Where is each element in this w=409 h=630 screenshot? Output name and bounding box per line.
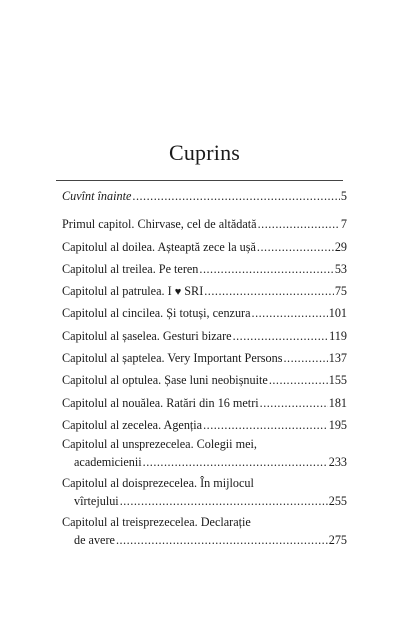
- toc-entry-title: Capitolul al nouălea. Ratări din 16 metri: [62, 395, 259, 410]
- toc-entry-page: 29: [334, 239, 347, 254]
- toc-entry: [62, 347, 347, 369]
- toc-entry-multiline: [62, 514, 347, 550]
- toc-entry-page: 181: [328, 395, 347, 410]
- toc-entry-page: 155: [328, 373, 347, 388]
- dot-leader: [260, 392, 328, 414]
- dot-leader: [143, 453, 328, 472]
- toc-entry-intro: [62, 185, 347, 207]
- toc-entry: [62, 414, 347, 436]
- toc-entry-page: 101: [328, 306, 347, 321]
- toc-entry: [62, 280, 347, 302]
- toc-entry-continuation: [62, 492, 347, 511]
- toc-entry-title: Capitolul al doisprezecelea. În mijlocul: [62, 476, 254, 491]
- toc-entry-title-continued: academicienii: [74, 455, 142, 470]
- toc-entry-title: Capitolul al treisprezecelea. Declarație: [62, 515, 251, 530]
- toc-entry-page: 233: [328, 455, 347, 470]
- toc-entry-page: 195: [328, 417, 347, 432]
- toc-title: Cuprins: [168, 140, 241, 165]
- toc-entry-title: Capitolul al șaselea. Gesturi bizare: [62, 328, 232, 343]
- toc-entry-page: 7: [340, 217, 347, 232]
- toc-entry-title: Primul capitol. Chirvase, cel de altădată: [62, 217, 257, 232]
- toc-entry-title-continued: vîrtejului: [74, 494, 119, 509]
- dot-leader: [120, 492, 328, 511]
- toc-entry-title: Capitolul al treilea. Pe teren: [62, 261, 199, 276]
- dot-leader: [116, 531, 328, 550]
- toc-entry-title: Capitolul al doilea. Așteaptă zece la ușă: [62, 239, 256, 254]
- toc-entry-multiline: [62, 436, 347, 472]
- dot-leader: [257, 236, 334, 258]
- toc-entry-title: Capitolul al cincilea. Și totuși, cenzura: [62, 306, 251, 321]
- toc-entry-continuation: [62, 531, 347, 550]
- toc-entry: [62, 392, 347, 414]
- toc-entry-multiline: [62, 475, 347, 511]
- toc-entry-title: Cuvînt înainte: [62, 189, 132, 203]
- toc-entry-page: 137: [328, 351, 347, 366]
- dot-leader: [258, 213, 340, 235]
- toc-entry-page: 255: [328, 494, 347, 509]
- toc-entry-title-continued: de avere: [74, 533, 115, 548]
- toc-entry-title: Capitolul al unsprezecelea. Colegii mei,: [62, 437, 257, 452]
- toc-entry-title: [62, 280, 203, 303]
- toc-entry-page: 53: [334, 261, 347, 276]
- toc-entry-page: 119: [329, 328, 347, 343]
- dot-leader: [132, 185, 340, 207]
- dot-leader: [204, 280, 334, 302]
- toc-entry-title-part: Capitolul al patrulea. I: [62, 284, 172, 299]
- toc-entry: [62, 236, 347, 258]
- toc-entry-page: 275: [328, 533, 347, 548]
- toc-entry: [62, 213, 347, 235]
- dot-leader: [283, 347, 327, 369]
- toc-entry: [62, 325, 347, 347]
- toc-entry: [62, 302, 347, 324]
- toc-entry-page: 5: [340, 189, 347, 203]
- toc-entry-page: 75: [334, 284, 347, 299]
- toc-entry-continuation: [62, 453, 347, 472]
- dot-leader: [199, 258, 333, 280]
- dot-leader: [203, 414, 328, 436]
- toc-entry: [62, 258, 347, 280]
- dot-leader: [269, 369, 328, 391]
- title-divider: [56, 180, 343, 181]
- toc-entry-title: Capitolul al șaptelea. Very Important Persons: [62, 351, 283, 366]
- dot-leader: [233, 325, 329, 347]
- toc-entry-title: Capitolul al zecelea. Agenția: [62, 417, 203, 432]
- toc-entry-title: Capitolul al optulea. Șase luni neobișnuite: [62, 373, 268, 388]
- dot-leader: [252, 302, 328, 324]
- toc-list: [62, 185, 347, 553]
- toc-entry: [62, 369, 347, 391]
- toc-entry-title-part: SRI: [184, 284, 204, 299]
- heart-icon: ♥: [174, 286, 182, 299]
